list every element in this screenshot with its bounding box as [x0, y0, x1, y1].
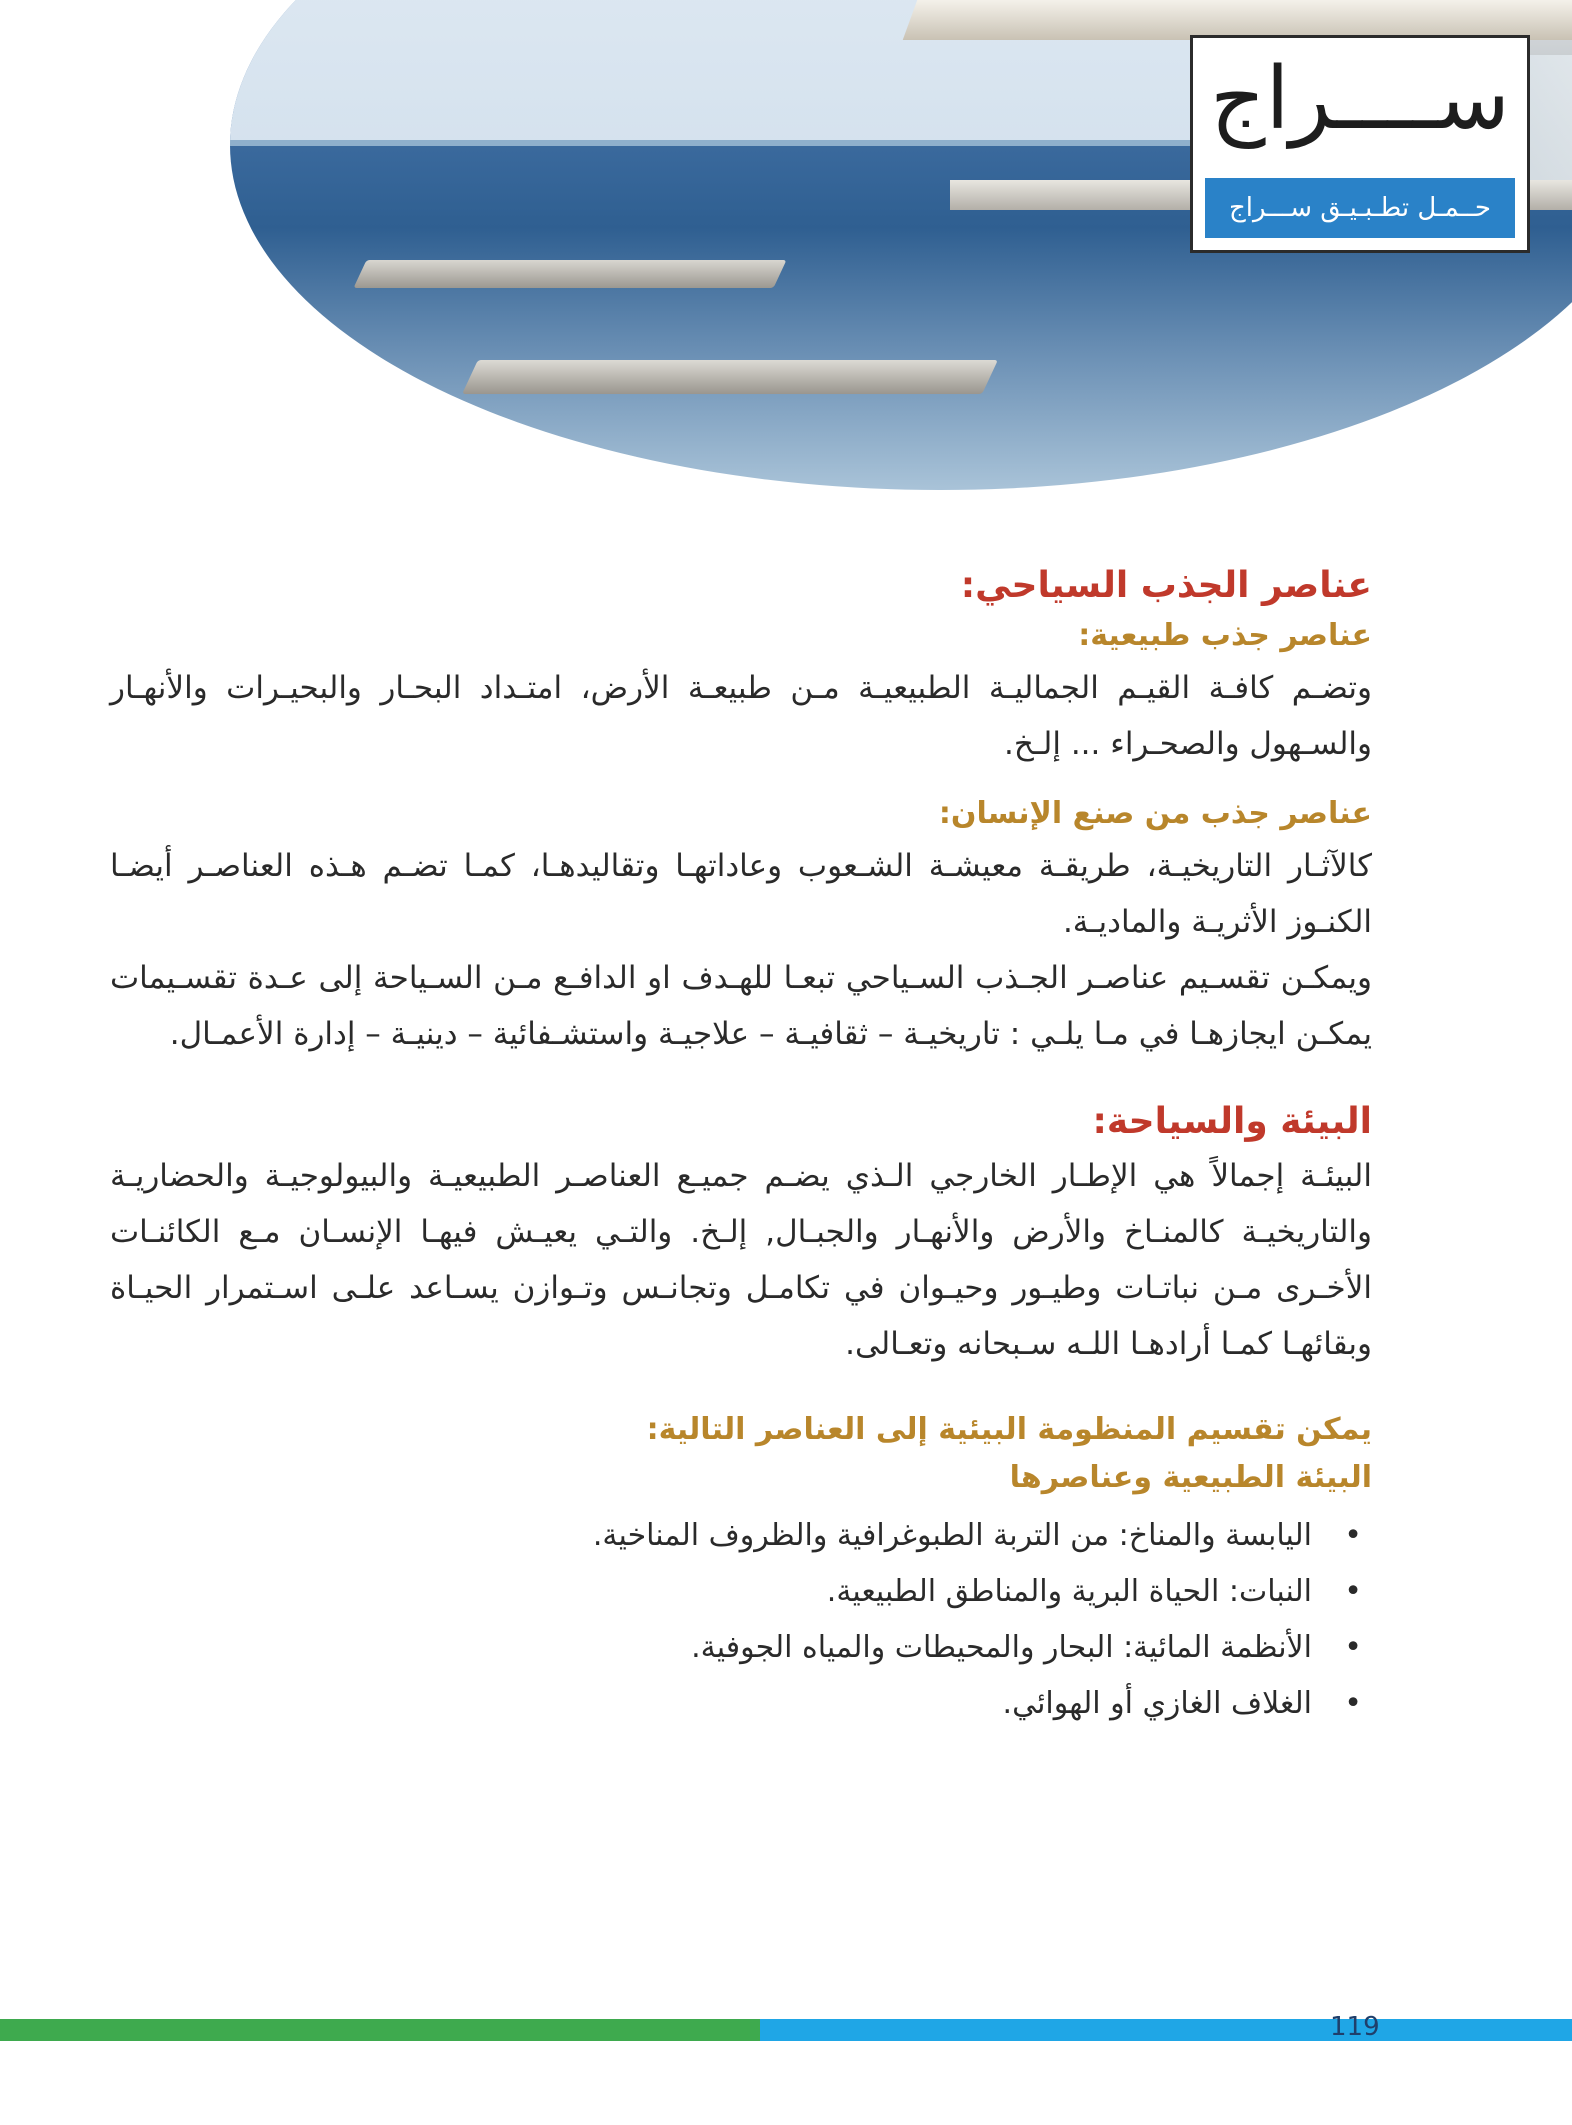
section-title-environment: البيئة والسياحة:: [1092, 1101, 1372, 1142]
page-number: 119: [1330, 2012, 1380, 2042]
page-content: [110, 560, 1372, 1732]
subheading-natural-environment: البيئة الطبيعية وعناصرها: [1009, 1460, 1372, 1495]
footer-bar-blue: [760, 2019, 1572, 2041]
bullet-icon: •: [1344, 1574, 1362, 1609]
environment-elements-list: [110, 1508, 1372, 1732]
list-item: • الأنظمة المائية: البحار والمحيطات والمياه الجوفية.: [110, 1620, 1372, 1676]
list-item: • اليابسة والمناخ: من التربة الطبوغرافية والظروف المناخية.: [110, 1508, 1372, 1564]
bullet-icon: •: [1344, 1518, 1362, 1553]
stepping-slab: [462, 360, 998, 394]
section-title-attractions: عناصر الجذب السياحي:: [960, 565, 1372, 606]
logo-tagline: حــمـل تطـبـيـق ســـراج: [1205, 178, 1515, 238]
house-roof: [903, 0, 1572, 40]
paragraph-human-made: كالآثـار التاريخيـة، طريقـة معيشـة الشـعوب وعاداتهـا وتقاليدهـا، كمـا تضـم هـذه العناصـر أيضـا الكنـوز الأثريـة والماديـة.: [110, 848, 1372, 940]
subheading-ecosystem: يمكن تقسيم المنظومة البيئية إلى العناصر التالية:: [646, 1412, 1372, 1447]
siraj-logo[interactable]: [1193, 38, 1527, 250]
list-item: • الغلاف الغازي أو الهوائي.: [110, 1676, 1372, 1732]
paragraph-natural: وتضـم كافـة القيـم الجماليـة الطبيعيـة مـن طبيعـة الأرض، امتـداد البحـار والبحيـرات والأنهـار والسـهول والصحـراء ... إلـخ.: [110, 670, 1372, 762]
stepping-slab: [353, 260, 786, 288]
logo-wordmark: ســــراج: [1210, 49, 1510, 149]
paragraph-division: ويمكـن تقسـيم عناصـر الجـذب السـياحي تبعـا للهـدف او الدافـع مـن السـياحة إلى عـدة تقسـيمات يمكـن ايجازهـا في مـا يلـي : تاريخيـة – ثقافيـة – علاجيـة واستشـفائية – دينيـة – إدارة الأعمـال.: [110, 960, 1372, 1052]
bullet-icon: •: [1344, 1686, 1362, 1721]
subheading-human-made: عناصر جذب من صنع الإنسان:: [938, 796, 1372, 831]
bullet-icon: •: [1344, 1630, 1362, 1665]
subheading-natural: عناصر جذب طبيعية:: [1078, 618, 1372, 653]
footer-bar-green: [0, 2019, 760, 2041]
list-item: • النبات: الحياة البرية والمناطق الطبيعية.: [110, 1564, 1372, 1620]
paragraph-environment: البيئـة إجمالاً هي الإطـار الخارجي الـذي يضـم جميـع العناصـر الطبيعيـة والبيولوجيـة والحضاريـة والتاريخيـة كالمنـاخ والأرض والأنهـار والجبـال, إلـخ. والتـي يعيـش فيهـا الإنسـان مـع الكائنـات الأخـرى مـن نباتـات وطيـور وحيـوان في تكامـل وتجانـس وتـوازن يسـاعد علـى اسـتمرار الحيـاة وبقائهـا كمـا أرادهـا اللـه سـبحانه وتعـالى.: [110, 1158, 1372, 1362]
